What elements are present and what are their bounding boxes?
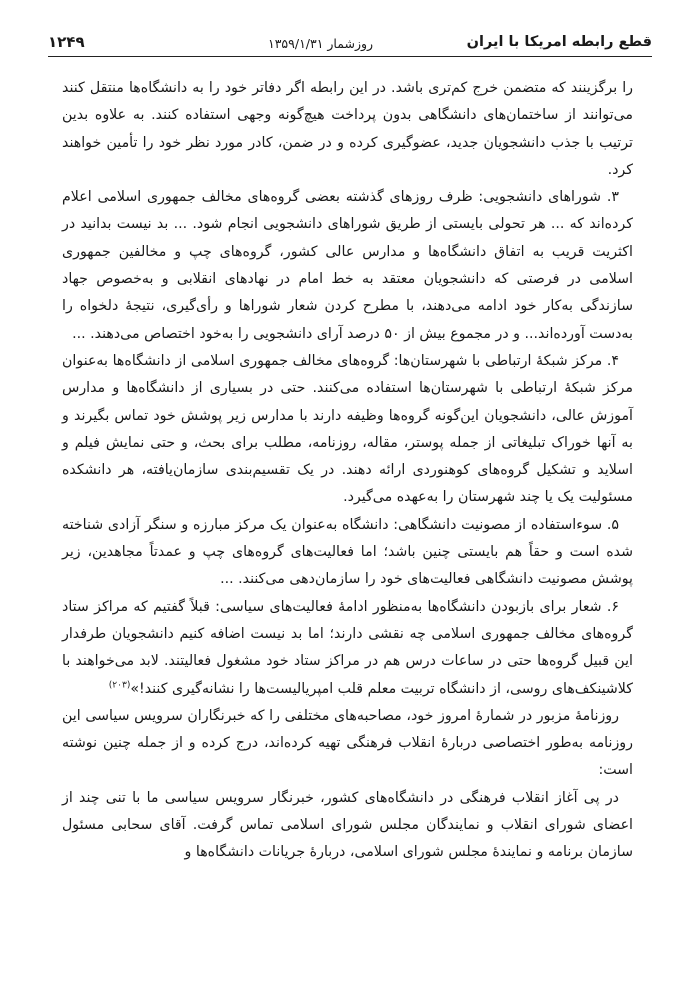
paragraph-academic-immunity: ۵. سوءاستفاده از مصونیت دانشگاهی: دانشگاه به‌عنوان یک مرکز مبارزه و سنگر آزادی شناخته شده است و حقاً هم بایستی چنین باشد؛ اما فعالیت‌های گروه‌های چپ و عمدتاً مجاهدین، زیر پوشش مصونیت دانشگاهی فعالیت‌های خود را سازمان‌دهی می‌کنند. ...: [62, 516, 633, 588]
page-number: ۱۲۴۹: [48, 33, 85, 51]
header-rule: [48, 56, 652, 57]
book-title: قطع رابطه امریکا با ایران: [466, 34, 652, 50]
footnote-reference: (۲۰۳): [108, 679, 131, 690]
paragraph-continuation: را برگزینند که متضمن خرج کم‌تری باشد. در این رابطه اگر دفاتر خود را به دانشگاه‌ها منتقل کنند می‌توانند از ساختمان‌های دانشگاهی بدون پرداخت هیچ‌گونه وجهی استفاده کنند. به علاوه بدین ترتیب با جذب دانشجویان جدید، عضوگیری کرده و در ضمن، کادر مورد نظر خود را تأمین خواهند کرد.: [62, 80, 633, 178]
paragraph-open-universities-text: ۶. شعار برای بازبودن دانشگاه‌ها به‌منظور ادامهٔ فعالیت‌های سیاسی: قبلاً گفتیم که مراکز ستاد گروه‌های مخالف جمهوری اسلامی چه نقشی دارند؛ اما بد نیست اضافه کنیم دانشجویان طرفدار این قبیل گروه‌ها حتی در ساعات درس هم در مراکز ستاد خود مشغول فعالیتند. لابد می‌خواهند با کلاشینکف‌های روسی، از دانشگاه تربیت معلم قلب امپریالیست‌ها را نشانه‌گیری کنند!»: [62, 598, 633, 697]
paragraph-student-councils: ۳. شوراهای دانشجویی: ظرف روزهای گذشته بعضی گروه‌های مخالف جمهوری اسلامی اعلام کرده‌اند که ... هر تحولی بایستی از طریق شوراهای دانشجویی انجام شود. ... بد نیست بدانید در اکثریت قریب به اتفاق دانشگاه‌ها و مدارس عالی کشور، گروه‌های چپ و مخالفین جمهوری اسلامی در فرصتی که دانشجویان معتقد به خط امام در نهادهای انقلابی و به‌خصوص جهاد سازندگی به‌کار خود ادامه می‌دهند، با مطرح کردن شعار شوراها و رأی‌گیری، نتیجهٔ دلخواه را به‌دست آورده‌اند... و در مجموع بیش از ۵۰ درصد آرای دانشجویی را به‌خود اختصاص می‌دهند. ...: [62, 189, 633, 342]
paragraph-newspaper-interviews: روزنامهٔ مزبور در شمارهٔ امروز خود، مصاحبه‌های مختلفی را که خبرنگاران سرویس سیاسی این روزنامه به‌طور اختصاصی دربارهٔ انقلاب فرهنگی تهیه کرده‌اند، درج کرده و از جمله چنین نوشته است:: [62, 707, 633, 779]
paragraph-cultural-revolution: در پی آغاز انقلاب فرهنگی در دانشگاه‌های کشور، خبرنگار سرویس سیاسی ما با تنی چند از اعضای شورای انقلاب و نمایندگان مجلس شورای اسلامی تماس گرفت. آقای سحابی مسئول سازمان برنامه و نمایندهٔ مجلس شورای اسلامی، دربارهٔ جریانات دانشگاه‌ها و: [62, 789, 633, 861]
paragraph-open-universities: [62, 594, 633, 703]
body-text: [62, 75, 633, 867]
running-header: [48, 30, 652, 56]
chronicle-date: روزشمار ۱۳۵۹/۱/۳۱: [268, 36, 374, 51]
paragraph-city-network: ۴. مرکز شبکهٔ ارتباطی با شهرستان‌ها: گروه‌های مخالف جمهوری اسلامی از دانشگاه‌ها به‌عنوان مرکز شبکهٔ ارتباطی با شهرستان‌ها استفاده می‌کنند. حتی در بسیاری از دانشگاه‌ها و مدارس آموزش عالی، دانشجویان این‌گونه گروه‌ها وظیفه دارند با مدارس زیر پوشش خود تماس بگیرند و به آنها خوراک تبلیغاتی از جمله پوستر، مقاله، روزنامه، مطلب برای بحث، و حتی نمایش فیلم و اسلاید و تشکیل گروه‌های کوهنوردی ارائه دهند. در یک تقسیم‌بندی سازمان‌یافته، هر دانشکده مسئولیت یک یا چند شهرستان را به‌عهده می‌گیرد.: [62, 352, 633, 506]
